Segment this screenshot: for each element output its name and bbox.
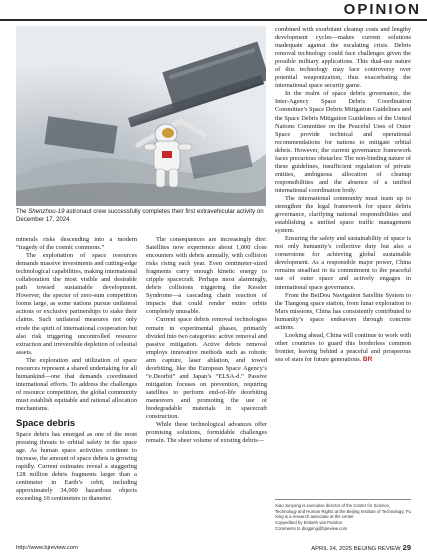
paragraph: The exploitation of space resources demands massive investments and cutting-edge technological capabilities, making international collaboration the most visible and desirable path toward sustainable development. However, the specter of zero-sum competition looms large, as some nations pursue unilateral actions or exclusive partnerships to stake their claims. Such unilateral measures not only erode the spirit of international cooperation but also risk triggering uncontrolled resource extraction and irreversible depletion of celestial assets. <box>16 252 138 356</box>
article-column-1 <box>16 236 137 503</box>
bio-line: Comments to dingping@bjreview.com <box>275 525 348 531</box>
paragraph: The consequences are increasingly dire: Satellites now experience about 1,000 close encounters with debris annually, with collision risks rising each year. Even centimeter-sized fragments carry enough kinetic energy to cripple spacecraft. Perhaps most alarmingly, debris collisions triggering the Kessler Syndrome—a cascading chain reaction of impacts that could render entire orbits completely unusable. <box>146 236 267 316</box>
paragraph: Space debris has emerged as one of the most pressing threats to orbital safety in the space age. As human space activities continue to increase, the amount of space debris is growing rapidly. Current estimates reveal a staggering 128 million debris fragments larger than a centimeter in Earth’s orbit, including approximately 34,000 hazardous objects exceeding 10 centimeters in diameter. <box>16 431 137 503</box>
header-bar <box>0 0 427 20</box>
header-rule <box>0 19 427 21</box>
caption-mission: Shenzhou-19 <box>28 208 65 215</box>
astronaut-photo <box>16 26 266 206</box>
paragraph: Current space debris removal technologies remain in experimental phases, primarily divided into two categories: active removal and passive mitigation. Active debris removal employs innovative methods such as robotic arm capture, laser ablation, and towed deorbiting, like the European Space Agency’s “e.Deorbit” and Japan’s “ELSA-d.” Passive mitigation focuses on prevention, requiring satellites to perform end-of-life deorbiting maneuvers and promoting the use of biodegradable materials in spacecraft construction. <box>146 316 267 421</box>
section-heading: Space debris <box>16 418 76 430</box>
paragraph-final <box>275 332 411 364</box>
paragraph: combined with exorbitant cleanup costs and lengthy development cycles—makes current solutions inadequate against the escalating crisis. Debris removal technology could face challenges given the possible military applications. This dual-use nature of this technology may face controversy over potential weaponization, thus exacerbating the international space security game. <box>275 26 411 90</box>
paragraph: The exploration and utilization of space resources represent a shared undertaking for all humankind—one that demands coordinated international efforts. To address the challenges of resource competition, the global community must establish equitable and rational allocation mechanisms. <box>16 356 137 412</box>
footer-date-issue: APRIL 24, 2025 BEIJING REVIEW <box>311 546 401 552</box>
paragraph: While these technological advances offer promising solutions, formidable challenges remain. The sheer volume of existing debris— <box>146 421 267 445</box>
photo-caption <box>16 208 266 224</box>
footer-issue <box>311 543 411 552</box>
paragraph: minerals risks descending into a modern “tragedy of the cosmic commons.” <box>16 236 137 252</box>
bio-line: Xiao Junyong is executive director of the Center for Science, Technology and Human Rights at the Beijing Institute of Technology; Fu Xing is a research associate at the center <box>275 503 411 520</box>
caption-rest: astronaut crew successfully completes their first extravehicular activity on December 17, 2024 <box>16 208 264 223</box>
end-mark: BR <box>362 355 373 363</box>
author-bio <box>275 499 411 532</box>
bio-line: Copyedited by Elsbeth van Paridon <box>275 520 343 526</box>
caption-prefix: The <box>16 208 29 215</box>
photo-illustration <box>16 26 266 206</box>
page-number: 29 <box>402 543 411 552</box>
paragraph: The international community must team up to strengthen the legal framework for space debris governance, clarifying national responsibilities and establishing a unified space traffic management system. <box>275 194 411 235</box>
footer-url[interactable]: http://www.bjreview.com <box>16 545 78 551</box>
paragraph: In the realm of space debris governance, the Inter-Agency Space Debris Coordination Committee’s Space Debris Mitigation Guidelines and the Space Debris Mitigation Guidelines of the United Nations Committee on the Peaceful Uses of Outer Space provide technical and operational recommendations for nations to mitigate orbital debris. However, the current governance framework faces precarious obstacles: The non-binding nature of these guidelines, insufficient regulation of private entities, ambiguous allocation of cleanup responsibilities and the absence of a unified international coordination body. <box>275 90 411 194</box>
paragraph: Ensuring the safety and sustainability of space is not only humanity’s collective duty but also a cornerstone for achieving global sustainable development. As a responsible major power, China remains steadfast in its commitment to the peaceful use of outer space and actively engages in international space governance. <box>275 235 411 291</box>
final-paragraph-text: Looking ahead, China will continue to work with other countries to guard this borderless common frontier, leaving behind a peaceful and prosperous sea of stars for future generations. <box>275 331 411 363</box>
section-label: OPINION <box>343 1 421 18</box>
paragraph: From the BeiDou Navigation Satellite System to the Tiangong space station, from lunar exploration to Mars missions, China has consistently contributed to humanity’s space endeavors through concrete actions. <box>275 291 411 331</box>
article-column-2 <box>146 236 267 445</box>
article-column-3 <box>275 26 411 364</box>
